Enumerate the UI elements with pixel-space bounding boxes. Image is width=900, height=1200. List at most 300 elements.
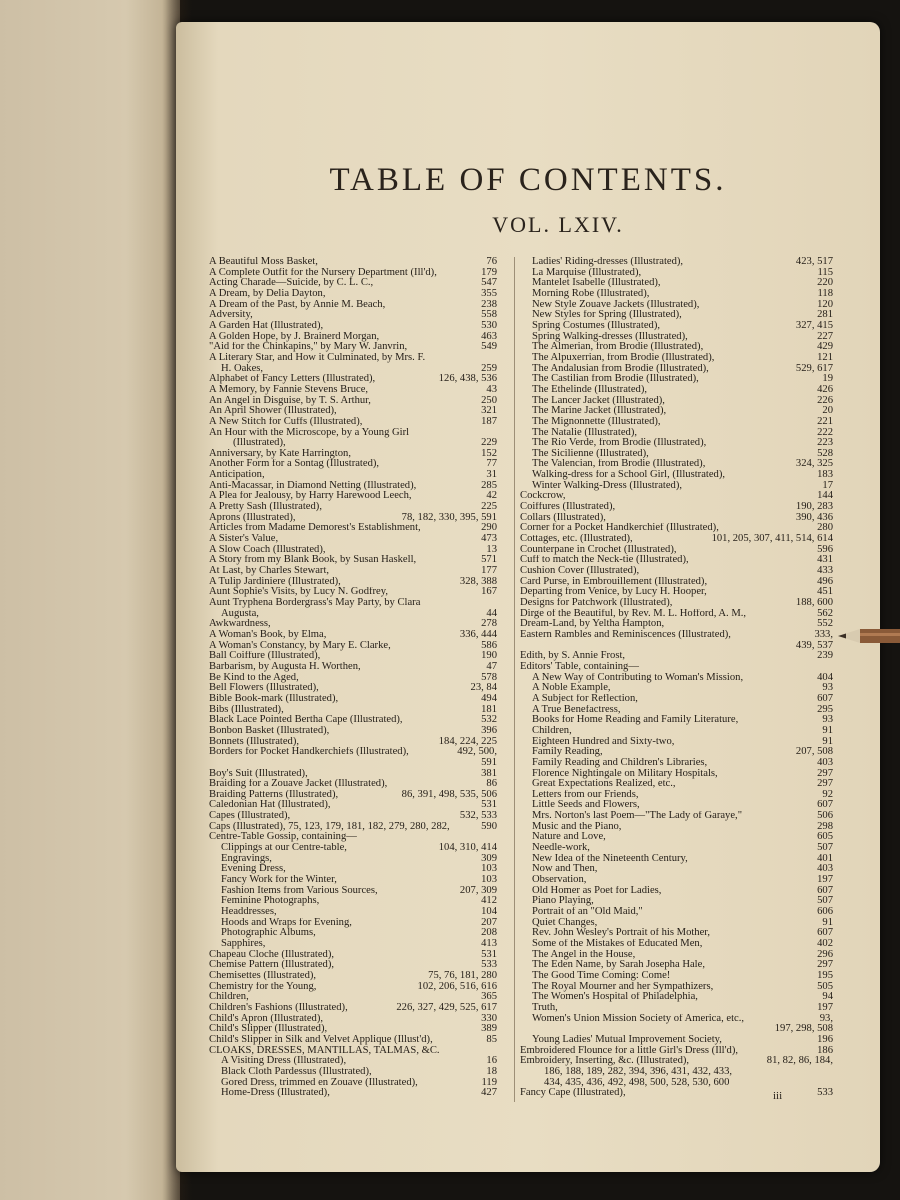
- entry-pages: 183: [817, 470, 833, 481]
- toc-entry: [209, 598, 497, 609]
- entry-title: H. Oakes,: [221, 363, 264, 374]
- entry-title: An Angel in Disguise, by T. S. Arthur,: [209, 395, 371, 406]
- entry-pages: 197: [817, 875, 833, 886]
- entry-title: Embroidery, Inserting, &c. (Illustrated),: [520, 1056, 690, 1067]
- entry-pages: 186: [817, 1045, 833, 1056]
- entry-title: Spring Walking-dresses (Illustrated),: [532, 331, 688, 342]
- toc-entry: [209, 992, 497, 1003]
- toc-entry: [520, 470, 833, 481]
- entry-pages: 505: [817, 981, 833, 992]
- toc-entry: [520, 396, 833, 407]
- entry-pages: 229: [481, 438, 497, 449]
- toc-entry: [520, 705, 833, 716]
- entry-title: A Garden Hat (Illustrated),: [209, 320, 324, 331]
- entry-pages: 607: [817, 928, 833, 939]
- entry-title: Chemistry for the Young,: [209, 981, 317, 992]
- toc-entry: [209, 459, 497, 470]
- entry-title: Books for Home Reading and Family Literature,: [532, 715, 739, 726]
- entry-pages: 297: [817, 960, 833, 971]
- entry-title: Letters from our Friends,: [532, 789, 639, 800]
- entry-title: Home-Dress (Illustrated),: [221, 1088, 330, 1099]
- toc-entry: [520, 896, 833, 907]
- entry-pages: 16: [486, 1056, 497, 1067]
- toc-entry: [209, 428, 497, 439]
- entry-pages: 120: [817, 299, 833, 310]
- entry-title: Dirge of the Beautiful, by Rev. M. L. Hofford, A. M.,: [520, 608, 747, 619]
- toc-entry: [209, 822, 497, 833]
- entry-title: Augusta,: [221, 608, 259, 619]
- entry-pages: 401: [817, 853, 833, 864]
- entry-pages: 93,: [819, 1013, 833, 1024]
- toc-entry: [520, 790, 833, 801]
- entry-title: Borders for Pocket Handkerchiefs (Illustrated),: [209, 747, 409, 758]
- toc-entry: [520, 1003, 833, 1014]
- entry-title: A Memory, by Fannie Stevens Bruce,: [209, 384, 369, 395]
- entry-pages: 91: [822, 725, 833, 736]
- entry-title: New Style Zouave Jackets (Illustrated),: [532, 299, 700, 310]
- left-column: [209, 257, 497, 1099]
- entry-title: The Women's Hospital of Philadelphia,: [532, 992, 698, 1003]
- toc-entry: [520, 502, 833, 513]
- toc-entry: [209, 907, 497, 918]
- entry-title: The Royal Mourner and her Sympathizers,: [532, 981, 714, 992]
- toc-entry: [520, 779, 833, 790]
- entry-title: A Tulip Jardiniere (Illustrated),: [209, 576, 341, 587]
- entry-title: Fashion Items from Various Sources,: [221, 885, 378, 896]
- entry-title: Children's Fashions (Illustrated),: [209, 1002, 348, 1013]
- entry-pages: 591: [481, 757, 497, 768]
- toc-entry: [520, 992, 833, 1003]
- toc-entry: [209, 1035, 497, 1046]
- entry-pages: 596: [817, 544, 833, 555]
- entry-pages: 297: [817, 768, 833, 779]
- toc-entry: [209, 417, 497, 428]
- toc-entry: [209, 268, 497, 279]
- entry-pages: 222: [817, 427, 833, 438]
- entry-pages: 403: [817, 757, 833, 768]
- toc-entry: [520, 385, 833, 396]
- entry-title: Great Expectations Realized, etc.,: [532, 779, 676, 790]
- entry-pages: 94: [822, 992, 833, 1003]
- toc-entry: [520, 641, 833, 652]
- toc-entry: [520, 811, 833, 822]
- entry-pages: 607: [817, 800, 833, 811]
- toc-entry: [209, 342, 497, 353]
- entry-pages: 298: [817, 821, 833, 832]
- entry-title: Bell Flowers (Illustrated),: [209, 683, 319, 694]
- entry-title: Photographic Albums,: [221, 928, 316, 939]
- entry-title: The Castilian from Brodie (Illustrated),: [532, 374, 699, 385]
- entry-pages: 91: [822, 917, 833, 928]
- entry-pages: 195: [817, 970, 833, 981]
- toc-entry: [520, 960, 833, 971]
- toc-entry: [520, 310, 833, 321]
- entry-pages: 93: [822, 715, 833, 726]
- toc-entry: [209, 683, 497, 694]
- toc-entry: [520, 822, 833, 833]
- toc-entry: [520, 715, 833, 726]
- entry-pages: 296: [817, 949, 833, 960]
- entry-title: Spring Costumes (Illustrated),: [532, 320, 660, 331]
- toc-entry: [209, 502, 497, 513]
- entry-title: Rev. John Wesley's Portrait of his Mother,: [532, 928, 711, 939]
- entry-pages: 44: [486, 608, 497, 619]
- entry-pages: 586: [481, 640, 497, 651]
- toc-entry: [520, 428, 833, 439]
- toc-entry: [520, 769, 833, 780]
- entry-pages: 333,: [814, 629, 833, 640]
- toc-entry: [209, 396, 497, 407]
- entry-pages: 207, 309: [459, 885, 497, 896]
- entry-pages: 423, 517: [795, 257, 833, 267]
- entry-pages: 101, 205, 307, 411, 514, 614: [711, 534, 833, 545]
- entry-title: Anniversary, by Kate Harrington,: [209, 448, 351, 459]
- toc-entry: [520, 832, 833, 843]
- entry-title: A Beautiful Moss Basket,: [209, 257, 318, 267]
- toc-entry: [209, 726, 497, 737]
- entry-title: Braiding for a Zouave Jacket (Illustrated),: [209, 779, 388, 790]
- entry-pages: 121: [817, 352, 833, 363]
- toc-entry: [520, 1078, 833, 1089]
- entry-pages: 285: [481, 480, 497, 491]
- toc-entry: [209, 321, 497, 332]
- entry-pages: 412: [481, 896, 497, 907]
- toc-entry: [209, 1067, 497, 1078]
- entry-title: Family Reading,: [532, 747, 603, 758]
- entry-title: The Lancer Jacket (Illustrated),: [532, 395, 665, 406]
- entry-pages: 530: [481, 320, 497, 331]
- entry-title: Old Homer as Poet for Ladies,: [532, 885, 662, 896]
- entry-pages: 78, 182, 330, 395, 591: [401, 512, 497, 523]
- entry-pages: 578: [481, 672, 497, 683]
- entry-title: Some of the Mistakes of Educated Men,: [532, 939, 703, 949]
- entry-title: The Andalusian from Brodie (Illustrated),: [532, 363, 709, 374]
- entry-pages: 23, 84: [470, 683, 497, 694]
- entry-title: A True Benefactress,: [532, 704, 621, 715]
- toc-entry: [520, 854, 833, 865]
- entry-title: Young Ladies' Mutual Improvement Society,: [532, 1034, 722, 1045]
- column-divider: [514, 257, 515, 1102]
- entry-title: Anti-Macassar, in Diamond Netting (Illustrated),: [209, 480, 417, 491]
- entry-title: Portrait of an "Old Maid,": [532, 907, 643, 918]
- toc-entry: [209, 705, 497, 716]
- toc-entry: [209, 1078, 497, 1089]
- toc-entry: [209, 406, 497, 417]
- entry-title: Child's Slipper in Silk and Velvet Applique (Illust'd),: [209, 1034, 433, 1045]
- entry-title: The Ethelinde (Illustrated),: [532, 384, 648, 395]
- toc-entry: [209, 982, 497, 993]
- entry-title: Black Lace Pointed Bertha Cape (Illustrated),: [209, 715, 403, 726]
- toc-entry: [520, 609, 833, 620]
- entry-title: Cottages, etc. (Illustrated),: [520, 534, 633, 545]
- entry-title: Collars (Illustrated),: [520, 512, 606, 523]
- toc-entry: [209, 310, 497, 321]
- entry-title: New Styles for Spring (Illustrated),: [532, 310, 682, 321]
- toc-entry: [209, 758, 497, 769]
- entry-pages: 92: [822, 789, 833, 800]
- entry-pages: 190: [481, 651, 497, 662]
- toc-entry: [209, 555, 497, 566]
- entry-title: A Woman's Constancy, by Mary E. Clarke,: [209, 640, 391, 651]
- entry-title: A Dream, by Delia Dayton,: [209, 288, 326, 299]
- entry-pages: 17: [822, 480, 833, 491]
- entry-pages: 197: [817, 1002, 833, 1013]
- entry-pages: 207: [481, 917, 497, 928]
- entry-title: Cushion Cover (Illustrated),: [520, 566, 640, 577]
- entry-title: Sapphires,: [221, 939, 266, 949]
- entry-title: A Story from my Blank Book, by Susan Haskell,: [209, 555, 417, 566]
- toc-entry: [520, 651, 833, 662]
- entry-title: CLOAKS, DRESSES, MANTILLAS, TALMAS, &C.: [209, 1045, 440, 1056]
- entry-pages: 402: [817, 939, 833, 949]
- entry-pages: 607: [817, 693, 833, 704]
- toc-entry: [520, 438, 833, 449]
- toc-entry: [520, 1056, 833, 1067]
- toc-entry: [520, 875, 833, 886]
- entry-pages: 181: [481, 704, 497, 715]
- toc-entry: [209, 491, 497, 502]
- entry-title: The Mignonnette (Illustrated),: [532, 416, 661, 427]
- toc-entry: [520, 289, 833, 300]
- entry-pages: 549: [481, 342, 497, 353]
- entry-title: Departing from Venice, by Lucy H. Hooper,: [520, 587, 707, 598]
- entry-pages: 47: [486, 661, 497, 672]
- entry-pages: 118: [817, 288, 833, 299]
- toc-entry: [209, 332, 497, 343]
- entry-pages: 76: [486, 257, 497, 267]
- entry-pages: 18: [486, 1066, 497, 1077]
- entry-pages: 473: [481, 534, 497, 545]
- entry-title: Child's Apron (Illustrated),: [209, 1013, 324, 1024]
- entry-pages: 324, 325: [795, 459, 833, 470]
- entry-title: Capes (Illustrated),: [209, 811, 291, 822]
- toc-entry: [520, 683, 833, 694]
- toc-entry: [209, 534, 497, 545]
- toc-entry: [520, 737, 833, 748]
- entry-pages: 531: [481, 800, 497, 811]
- toc-entry: [209, 854, 497, 865]
- entry-title: Embroidered Flounce for a little Girl's Dress (Ill'd),: [520, 1045, 738, 1056]
- entry-pages: 494: [481, 693, 497, 704]
- entry-title: The Eden Name, by Sarah Josepha Hale,: [532, 960, 705, 971]
- entry-title: 434, 435, 436, 492, 498, 500, 528, 530, 600: [544, 1077, 730, 1088]
- entry-pages: 184, 224, 225: [438, 736, 497, 747]
- toc-entry: [209, 832, 497, 843]
- entry-pages: 104: [481, 907, 497, 918]
- entry-pages: 330: [481, 1013, 497, 1024]
- entry-pages: 280: [817, 523, 833, 534]
- toc-entry: [520, 481, 833, 492]
- entry-title: Evening Dress,: [221, 864, 286, 875]
- entry-pages: 404: [817, 672, 833, 683]
- entry-title: A New Way of Contributing to Woman's Mission,: [532, 672, 744, 683]
- entry-pages: 77: [486, 459, 497, 470]
- entry-pages: 239: [817, 651, 833, 662]
- entry-title: Family Reading and Children's Libraries,: [532, 757, 708, 768]
- entry-title: Card Purse, in Embrouillement (Illustrated),: [520, 576, 708, 587]
- entry-title: Women's Union Mission Society of America, etc.,: [532, 1013, 745, 1024]
- entry-pages: 529, 617: [795, 363, 833, 374]
- entry-pages: 86, 391, 498, 535, 506: [401, 789, 497, 800]
- toc-entry: [520, 982, 833, 993]
- entry-title: Anticipation,: [209, 470, 265, 481]
- entry-pages: 187: [481, 416, 497, 427]
- contents-page: [176, 22, 880, 1172]
- entry-title: Another Form for a Sontag (Illustrated),: [209, 459, 380, 470]
- entry-pages: 31: [486, 470, 497, 481]
- entry-title: Corner for a Pocket Handkerchief (Illustrated),: [520, 523, 719, 534]
- entry-pages: 20: [822, 406, 833, 417]
- toc-entry: [520, 1014, 833, 1025]
- entry-title: At Last, by Charles Stewart,: [209, 566, 330, 577]
- toc-entry: [209, 1003, 497, 1014]
- entry-pages: 225: [481, 502, 497, 513]
- entry-title: (Illustrated),: [233, 438, 286, 449]
- entry-title: Eastern Rambles and Reminiscences (Illustrated),: [520, 629, 731, 640]
- entry-title: Gored Dress, trimmed en Zouave (Illustrated),: [221, 1077, 418, 1088]
- entry-title: Bonbon Basket (Illustrated),: [209, 725, 330, 736]
- entry-title: Ball Coiffure (Illustrated),: [209, 651, 321, 662]
- entry-pages: 259: [481, 363, 497, 374]
- entry-title: Children,: [532, 725, 572, 736]
- entry-pages: 389: [481, 1024, 497, 1035]
- entry-pages: 43: [486, 384, 497, 395]
- entry-title: Cuff to match the Neck-tie (Illustrated),: [520, 555, 689, 566]
- toc-entry: [520, 449, 833, 460]
- entry-pages: 328, 388: [459, 576, 497, 587]
- toc-entry: [520, 353, 833, 364]
- entry-pages: 336, 444: [459, 629, 497, 640]
- entry-title: Ladies' Riding-dresses (Illustrated),: [532, 257, 684, 267]
- entry-title: Morning Robe (Illustrated),: [532, 288, 650, 299]
- entry-pages: 532, 533: [459, 811, 497, 822]
- entry-title: Boy's Suit (Illustrated),: [209, 768, 308, 779]
- toc-entry: [520, 939, 833, 950]
- entry-pages: 381: [481, 768, 497, 779]
- entry-pages: 208: [481, 928, 497, 939]
- entry-pages: 238: [481, 299, 497, 310]
- entry-title: Observation,: [532, 875, 587, 886]
- toc-entry: [520, 598, 833, 609]
- toc-entry: [209, 619, 497, 630]
- entry-title: Fancy Cape (Illustrated),: [520, 1088, 626, 1099]
- entry-pages: 197, 298, 508: [774, 1024, 833, 1035]
- toc-entry: [209, 630, 497, 641]
- entry-pages: 571: [481, 555, 497, 566]
- entry-pages: 309: [481, 853, 497, 864]
- entry-title: Edith, by S. Annie Frost,: [520, 651, 626, 662]
- toc-entry: [520, 534, 833, 545]
- entry-title: "Aid for the Chinkapins," by Mary W. Janvrin,: [209, 342, 408, 353]
- entry-pages: 403: [817, 864, 833, 875]
- toc-entry: [520, 566, 833, 577]
- toc-entry: [209, 374, 497, 385]
- entry-title: Mrs. Norton's last Poem—"The Lady of Garaye,": [532, 811, 743, 822]
- entry-title: Music and the Piano,: [532, 821, 622, 832]
- entry-pages: 365: [481, 992, 497, 1003]
- entry-pages: 507: [817, 843, 833, 854]
- toc-entry: [209, 694, 497, 705]
- toc-entry: [520, 406, 833, 417]
- entry-title: Clippings at our Centre-table,: [221, 843, 347, 854]
- entry-pages: 295: [817, 704, 833, 715]
- entry-title: A Visiting Dress (Illustrated),: [221, 1056, 347, 1067]
- entry-pages: 177: [481, 566, 497, 577]
- entry-title: An Hour with the Microscope, by a Young Girl: [209, 427, 410, 438]
- entry-title: A Subject for Reflection,: [532, 693, 638, 704]
- entry-title: Feminine Photographs,: [221, 896, 320, 907]
- toc-entry: [209, 918, 497, 929]
- entry-pages: 439, 537: [795, 640, 833, 651]
- toc-entry: [209, 1046, 497, 1057]
- entry-pages: 103: [481, 875, 497, 886]
- entry-pages: 119: [481, 1077, 497, 1088]
- toc-entry: [520, 747, 833, 758]
- volume-heading: VOL. LXIV.: [492, 212, 624, 237]
- toc-entry: [520, 374, 833, 385]
- toc-entry: [209, 609, 497, 620]
- toc-entry: [209, 385, 497, 396]
- entry-title: The Marine Jacket (Illustrated),: [532, 406, 667, 417]
- toc-entry: [520, 619, 833, 630]
- toc-entry: [520, 364, 833, 375]
- toc-entry: [209, 587, 497, 598]
- entry-title: Dream-Land, by Yeltha Hampton,: [520, 619, 665, 630]
- entry-title: A Dream of the Past, by Annie M. Beach,: [209, 299, 386, 310]
- toc-entry: [520, 523, 833, 534]
- entry-pages: 396: [481, 725, 497, 736]
- entry-pages: 606: [817, 907, 833, 918]
- entry-pages: 196: [817, 1034, 833, 1045]
- entry-title: A Complete Outfit for the Nursery Department (Ill'd),: [209, 267, 437, 278]
- entry-title: A Noble Example,: [532, 683, 611, 694]
- entry-pages: 390, 436: [795, 512, 833, 523]
- toc-entry: [520, 662, 833, 673]
- entry-title: Now and Then,: [532, 864, 598, 875]
- entry-pages: 102, 206, 516, 616: [417, 981, 497, 992]
- entry-pages: 290: [481, 523, 497, 534]
- entry-pages: 426: [817, 384, 833, 395]
- entry-title: Barbarism, by Augusta H. Worthen,: [209, 661, 361, 672]
- toc-entry: [520, 928, 833, 939]
- entry-pages: 321: [481, 406, 497, 417]
- entry-pages: 104, 310, 414: [438, 843, 497, 854]
- entry-title: Truth,: [532, 1002, 558, 1013]
- entry-title: Piano Playing,: [532, 896, 594, 907]
- toc-entry: [209, 843, 497, 854]
- toc-entry: [209, 1014, 497, 1025]
- entry-pages: 188, 600: [795, 598, 833, 608]
- entry-title: Needle-work,: [532, 843, 590, 854]
- entry-pages: 13: [486, 544, 497, 555]
- toc-entry: [520, 332, 833, 343]
- entry-pages: 281: [817, 310, 833, 321]
- toc-entry: [520, 342, 833, 353]
- toc-entry: [209, 769, 497, 780]
- entry-title: A Sister's Value,: [209, 534, 279, 545]
- entry-title: Adversity,: [209, 310, 253, 321]
- entry-pages: 528: [817, 448, 833, 459]
- entry-title: Bible Book-mark (Illustrated),: [209, 693, 339, 704]
- entry-pages: 451: [817, 587, 833, 598]
- entry-title: A Pretty Sash (Illustrated),: [209, 502, 322, 513]
- toc-entry: [520, 1046, 833, 1057]
- toc-entry: [520, 907, 833, 918]
- entry-pages: 533: [817, 1088, 833, 1099]
- toc-entry: [209, 1056, 497, 1067]
- entry-title: The Sicilienne (Illustrated),: [532, 448, 649, 459]
- entry-title: Aprons (Illustrated),: [209, 512, 296, 523]
